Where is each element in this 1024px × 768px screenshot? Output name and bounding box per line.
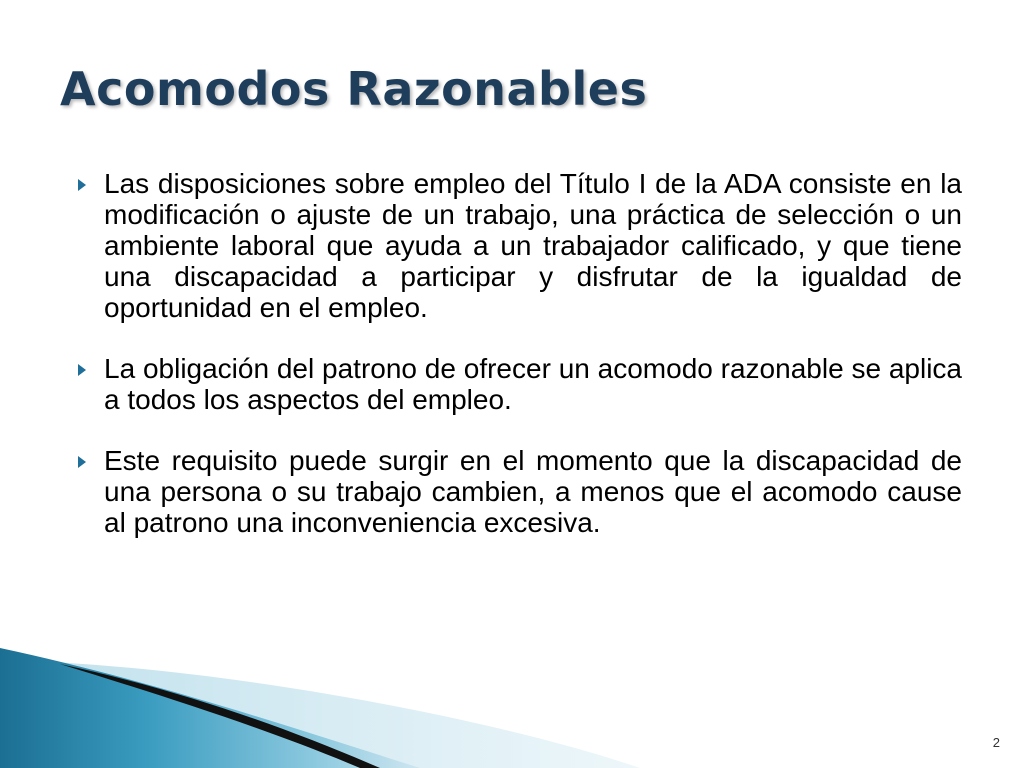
triangle-right-icon [78,179,86,191]
bullet-text: La obligación del patrono de ofrecer un acomodo razonable se aplica a todos los aspectos del empleo. [104,353,962,415]
bullet-item [78,168,962,323]
bullet-list [78,168,962,568]
page-number: 2 [992,735,1000,750]
bullet-text: Las disposiciones sobre empleo del Título I de la ADA consiste en la modificación o ajuste de un trabajo, una práctica de selección o un ambiente laboral que ayuda a un trabajador calificado, y que tiene una discapacidad a participar y disfrutar de la igualdad de oportunidad en el empleo. [104,168,962,323]
triangle-right-icon [78,364,86,376]
bullet-item [78,353,962,415]
slide-title: Acomodos Razonables [60,62,648,116]
bullet-item [78,445,962,538]
bullet-text: Este requisito puede surgir en el momento que la discapacidad de una persona o su trabajo cambien, a menos que el acomodo cause al patrono una inconveniencia excesiva. [104,445,962,538]
triangle-right-icon [78,456,86,468]
